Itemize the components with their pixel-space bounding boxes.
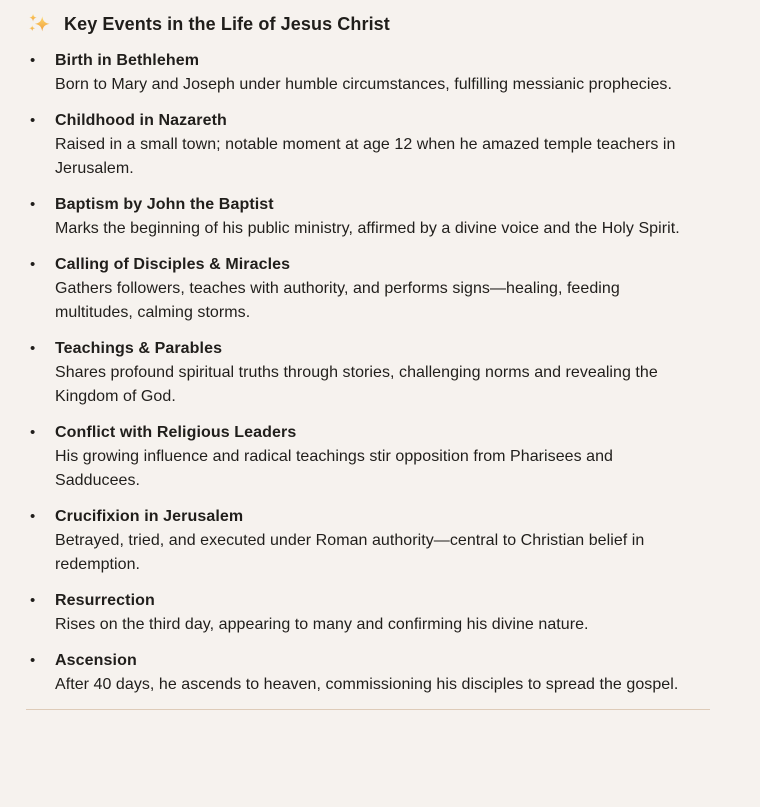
event-title: Birth in Bethlehem bbox=[55, 52, 200, 69]
event-description: After 40 days, he ascends to heaven, commissioning his disciples to spread the gospel. bbox=[55, 676, 679, 693]
event-body bbox=[55, 337, 700, 409]
event-body bbox=[55, 193, 700, 241]
event-body bbox=[55, 49, 700, 97]
page-title-text: Key Events in the Life of Jesus Christ bbox=[64, 14, 390, 34]
event-body bbox=[55, 505, 700, 577]
list-item bbox=[28, 649, 710, 697]
bullet-marker: • bbox=[30, 652, 36, 669]
event-title: Baptism by John the Baptist bbox=[55, 196, 274, 213]
event-title: Resurrection bbox=[55, 592, 155, 609]
event-title: Conflict with Religious Leaders bbox=[55, 424, 297, 441]
page-title bbox=[28, 12, 710, 36]
event-description: Shares profound spiritual truths through stories, challenging norms and revealing the Kingdom of God. bbox=[55, 364, 658, 405]
list-item bbox=[28, 253, 710, 325]
event-description: Born to Mary and Joseph under humble circumstances, fulfilling messianic prophecies. bbox=[55, 76, 672, 93]
event-body bbox=[55, 649, 700, 697]
bullet-marker: • bbox=[30, 340, 36, 357]
bullet-marker: • bbox=[30, 592, 36, 609]
events-list bbox=[28, 49, 710, 697]
list-item bbox=[28, 193, 710, 241]
bullet-marker: • bbox=[30, 52, 36, 69]
bullet-marker: • bbox=[30, 424, 36, 441]
list-item bbox=[28, 589, 710, 637]
list-item bbox=[28, 337, 710, 409]
list-item bbox=[28, 49, 710, 97]
event-title: Childhood in Nazareth bbox=[55, 112, 227, 129]
event-body bbox=[55, 421, 700, 493]
event-description: Marks the beginning of his public ministry, affirmed by a divine voice and the Holy Spirit. bbox=[55, 220, 680, 237]
bullet-marker: • bbox=[30, 112, 36, 129]
sparkles-icon bbox=[28, 13, 50, 35]
event-description: Rises on the third day, appearing to many and confirming his divine nature. bbox=[55, 616, 589, 633]
bullet-marker: • bbox=[30, 196, 36, 213]
list-item bbox=[28, 421, 710, 493]
event-description: Betrayed, tried, and executed under Roman authority—central to Christian belief in redemption. bbox=[55, 532, 645, 573]
event-title: Teachings & Parables bbox=[55, 340, 223, 357]
event-description: His growing influence and radical teachings stir opposition from Pharisees and Sadducees. bbox=[55, 448, 613, 489]
bottom-divider bbox=[26, 709, 710, 710]
list-item bbox=[28, 505, 710, 577]
bullet-marker: • bbox=[30, 508, 36, 525]
event-title: Calling of Disciples & Miracles bbox=[55, 256, 291, 273]
event-body bbox=[55, 253, 700, 325]
event-body bbox=[55, 589, 700, 637]
event-description: Raised in a small town; notable moment at age 12 when he amazed temple teachers in Jerusalem. bbox=[55, 136, 676, 177]
event-body bbox=[55, 109, 700, 181]
event-description: Gathers followers, teaches with authority, and performs signs—healing, feeding multitudes, calming storms. bbox=[55, 280, 620, 321]
event-title: Ascension bbox=[55, 652, 137, 669]
bullet-marker: • bbox=[30, 256, 36, 273]
event-title: Crucifixion in Jerusalem bbox=[55, 508, 244, 525]
list-item bbox=[28, 109, 710, 181]
